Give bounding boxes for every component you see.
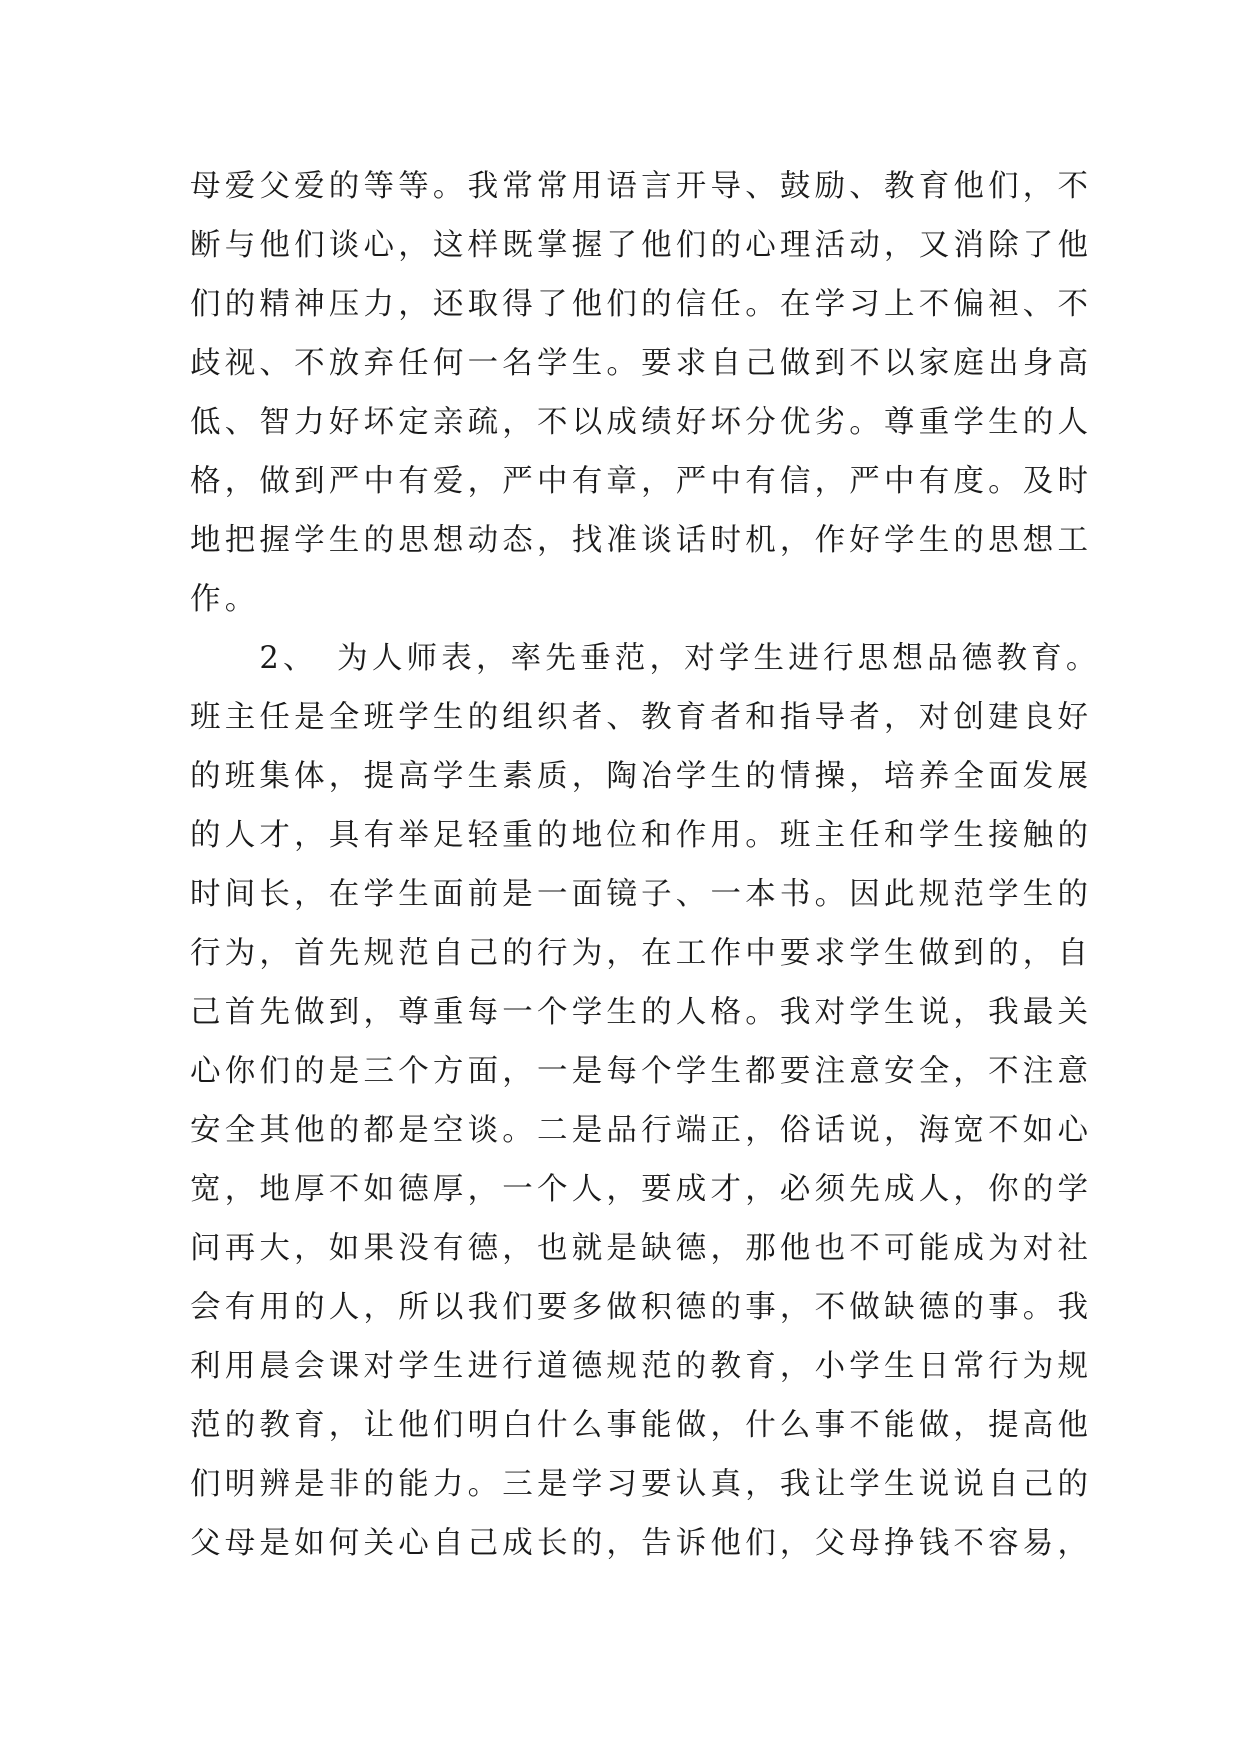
text-line: 格，做到严中有爱，严中有章，严中有信，严中有度。及时 [190,464,1093,499]
text-line: 行为，首先规范自己的行为，在工作中要求学生做到的，自 [190,936,1093,971]
text-line: 班主任是全班学生的组织者、教育者和指导者，对创建良好 [190,700,1093,735]
text-line: 时间长，在学生面前是一面镜子、一本书。因此规范学生的 [190,877,1093,912]
text-line: 宽，地厚不如德厚，一个人，要成才，必须先成人，你的学 [190,1172,1093,1207]
text-line: 们明辨是非的能力。三是学习要认真，我让学生说说自己的 [190,1467,1093,1502]
text-line: 的人才，具有举足轻重的地位和作用。班主任和学生接触的 [190,818,1093,853]
text-line: 安全其他的都是空谈。二是品行端正，俗话说，海宽不如心 [190,1113,1093,1148]
body-text [190,157,1101,1573]
text-line: 作。 [190,582,260,617]
text-line: 歧视、不放弃任何一名学生。要求自己做到不以家庭出身高 [190,346,1093,381]
paragraph-heading: 2、 为人师表，率先垂范，对学生进行思想品德教育。 [190,641,1101,676]
text-line: 们的精神压力，还取得了他们的信任。在学习上不偏袒、不 [190,287,1093,322]
text-line: 问再大，如果没有德，也就是缺德，那他也不可能成为对社 [190,1231,1093,1266]
text-line: 地把握学生的思想动态，找准谈话时机，作好学生的思想工 [190,523,1093,558]
text-line: 父母是如何关心自己成长的，告诉他们，父母挣钱不容易， [190,1526,1093,1561]
text-line: 会有用的人，所以我们要多做积德的事，不做缺德的事。我 [190,1290,1093,1325]
text-line: 心你们的是三个方面，一是每个学生都要注意安全，不注意 [190,1054,1093,1089]
text-line: 的班集体，提高学生素质，陶冶学生的情操，培养全面发展 [190,759,1093,794]
text-line: 母爱父爱的等等。我常常用语言开导、鼓励、教育他们，不 [190,169,1093,204]
text-line: 范的教育，让他们明白什么事能做，什么事不能做，提高他 [190,1408,1093,1443]
text-line: 断与他们谈心，这样既掌握了他们的心理活动，又消除了他 [190,228,1093,263]
text-line: 己首先做到，尊重每一个学生的人格。我对学生说，我最关 [190,995,1093,1030]
text-line: 利用晨会课对学生进行道德规范的教育，小学生日常行为规 [190,1349,1093,1384]
text-line: 低、智力好坏定亲疏，不以成绩好坏分优劣。尊重学生的人 [190,405,1093,440]
